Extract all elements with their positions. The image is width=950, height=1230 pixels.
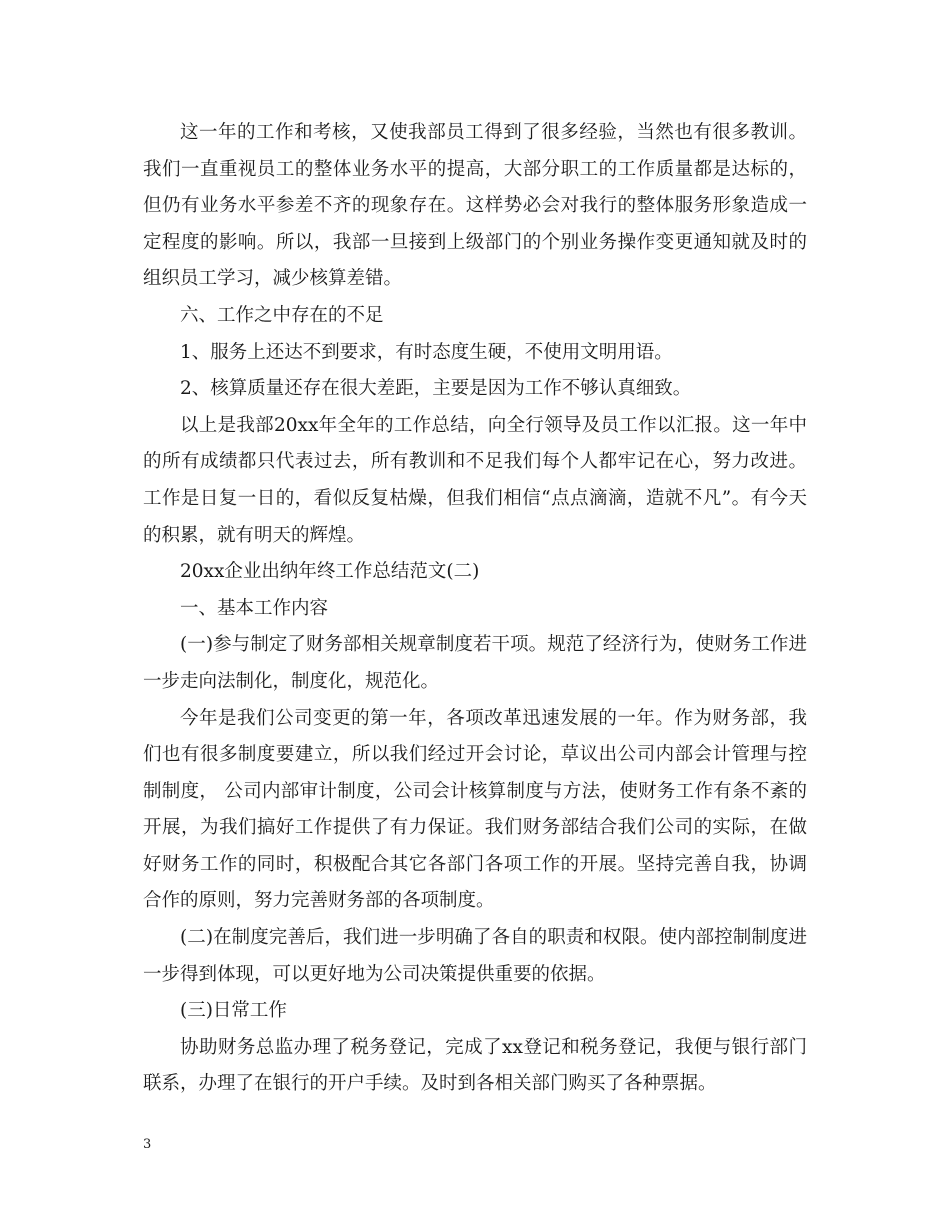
paragraph-first-year: 今年是我们公司变更的第一年，各项改革迅速发展的一年。作为财务部，我们也有很多制度要建立，所以我们经过开会讨论，草议出公司内部会计管理与控制制度， 公司内部审计制度，公司会计核算制度与方法，使财务工作有条不紊的开展，为我们搞好工作提供了有力保证。我们财务部结合我们公司的实际，在做好财务工作的同时，积极配合其它各部门各项工作的开展。坚持完善自我，协调合作的原则，努力完善财务部的各项制度。: [143, 707, 807, 912]
paragraph-experience-summary: 这一年的工作和考核，又使我部员工得到了很多经验，当然也有很多教训。我们一直重视员工的整体业务水平的提高，大部分职工的工作质量都是达标的，但仍有业务水平参差不齐的现象存在。这样势必会对我行的整体服务形象造成一定程度的影响。所以，我部一旦接到上级部门的个别业务操作变更通知就及时的组织员工学习，减少核算差错。: [143, 122, 807, 290]
heading-daily-work: (三)日常工作: [180, 1000, 287, 1022]
heading-basic-work: 一、基本工作内容: [180, 597, 329, 619]
list-item-accounting-quality: 2、核算质量还存在很大差距，主要是因为工作不够认真细致。: [180, 378, 692, 400]
page-number: 3: [143, 1137, 152, 1152]
list-item-service: 1、服务上还达不到要求，有时态度生硬，不使用文明用语。: [180, 341, 673, 363]
paragraph-regulations: (一)参与制定了财务部相关规章制度若干项。规范了经济行为，使财务工作进一步走向法制化，制度化，规范化。: [143, 634, 807, 692]
paragraph-conclusion: 以上是我部20xx年全年的工作总结，向全行领导及员工作以汇报。这一年中的所有成绩都只代表过去，所有教训和不足我们每个人都牢记在心，努力改进。工作是日复一日的，看似反复枯燥，但我们相信“点点滴滴，造就不凡”。有今天的积累，就有明天的辉煌。: [143, 414, 807, 546]
document-body: [143, 115, 807, 1103]
heading-shortcomings: 六、工作之中存在的不足: [180, 304, 384, 326]
paragraph-tax-registration: 协助财务总监办理了税务登记，完成了xx登记和税务登记，我便与银行部门联系，办理了在银行的开户手续。及时到各相关部门购买了各种票据。: [143, 1036, 807, 1095]
paragraph-responsibilities: (二)在制度完善后，我们进一步明确了各自的职责和权限。使内部控制制度进一步得到体现，可以更好地为公司决策提供重要的依据。: [143, 927, 807, 985]
section-title: 20xx企业出纳年终工作总结范文(二): [180, 561, 480, 583]
